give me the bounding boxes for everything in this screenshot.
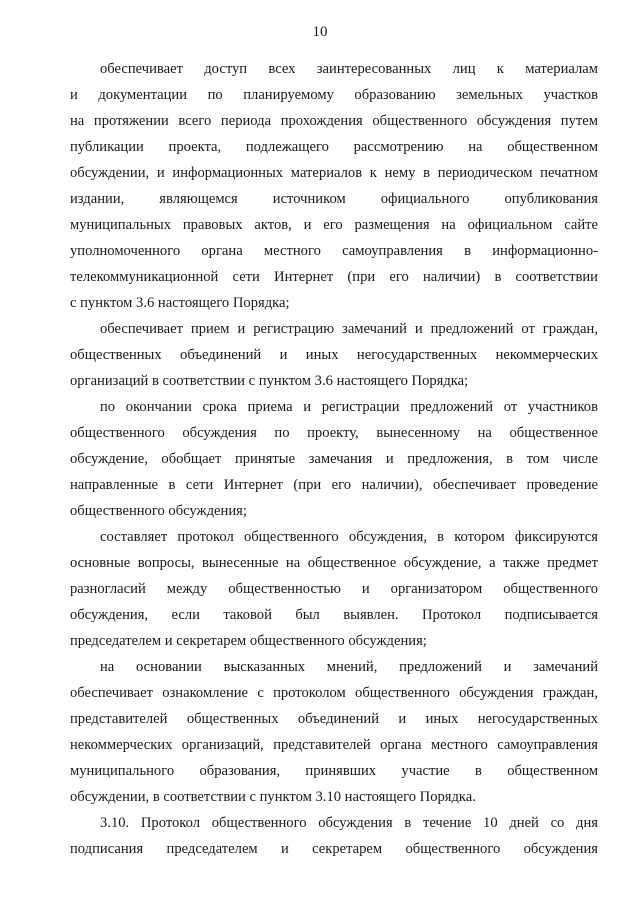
text-line: на протяжении всего периода прохождения общественного обсуждения путем xyxy=(70,113,598,129)
text-line: обсуждения, если таковой был выявлен. Протокол подписывается xyxy=(70,607,598,623)
text-line: общественного обсуждения; xyxy=(70,503,247,519)
text-line: публикации проекта, подлежащего рассмотрению на общественном xyxy=(70,139,598,155)
text-line: обеспечивает доступ всех заинтересованных лиц к материалам xyxy=(100,61,598,77)
text-line: уполномоченного органа местного самоуправления в информационно- xyxy=(70,243,598,259)
text-line: телекоммуникационной сети Интернет (при его наличии) в соответствии xyxy=(70,269,598,285)
text-line: представителей общественных объединений и иных негосударственных xyxy=(70,711,598,727)
text-line: разногласий между общественностью и организатором общественного xyxy=(70,581,598,597)
text-line: обеспечивает прием и регистрацию замечаний и предложений от граждан, xyxy=(100,321,598,337)
text-line: подписания председателем и секретарем общественного обсуждения xyxy=(70,841,598,857)
text-line: обсуждении, в соответствии с пунктом 3.10 настоящего Порядка. xyxy=(70,789,476,805)
text-line: муниципального образования, принявших участие в общественном xyxy=(70,763,598,779)
text-line: и документации по планируемому образованию земельных участков xyxy=(70,87,598,103)
page-number: 10 xyxy=(312,24,328,40)
text-line: по окончании срока приема и регистрации предложений от участников xyxy=(100,399,598,415)
text-line: направленные в сети Интернет (при его наличии), обеспечивает проведение xyxy=(70,477,598,493)
paragraph-1 xyxy=(70,56,598,316)
text-line: издании, являющемся источником официального опубликования xyxy=(70,191,598,207)
paragraph-5 xyxy=(70,654,598,810)
text-line: обсуждение, обобщает принятые замечания и предложения, в том числе xyxy=(70,451,598,467)
text-line: председателем и секретарем общественного обсуждения; xyxy=(70,633,427,649)
text-line: основные вопросы, вынесенные на общественное обсуждение, а также предмет xyxy=(70,555,598,571)
paragraph-2 xyxy=(70,316,598,394)
text-line: общественных объединений и иных негосударственных некоммерческих xyxy=(70,347,598,363)
text-line: организаций в соответствии с пунктом 3.6 настоящего Порядка; xyxy=(70,373,469,389)
text-line: обсуждении, и информационных материалов к нему в периодическом печатном xyxy=(70,165,598,181)
text-line: на основании высказанных мнений, предложений и замечаний xyxy=(100,659,598,675)
paragraph-4 xyxy=(70,524,598,654)
text-line: общественного обсуждения по проекту, вынесенному на общественное xyxy=(70,425,598,441)
text-line: обеспечивает ознакомление с протоколом общественного обсуждения граждан, xyxy=(70,685,598,701)
text-line: с пунктом 3.6 настоящего Порядка; xyxy=(70,295,290,311)
paragraph-3 xyxy=(70,394,598,524)
text-line: 3.10. Протокол общественного обсуждения в течение 10 дней со дня xyxy=(100,815,598,831)
paragraph-6 xyxy=(70,810,598,862)
text-line: составляет протокол общественного обсуждения, в котором фиксируются xyxy=(100,529,598,545)
text-line: некоммерческих организаций, представителей органа местного самоуправления xyxy=(70,737,598,753)
text-line: муниципальных правовых актов, и его размещения на официальном сайте xyxy=(70,217,598,233)
document-body xyxy=(70,56,598,862)
